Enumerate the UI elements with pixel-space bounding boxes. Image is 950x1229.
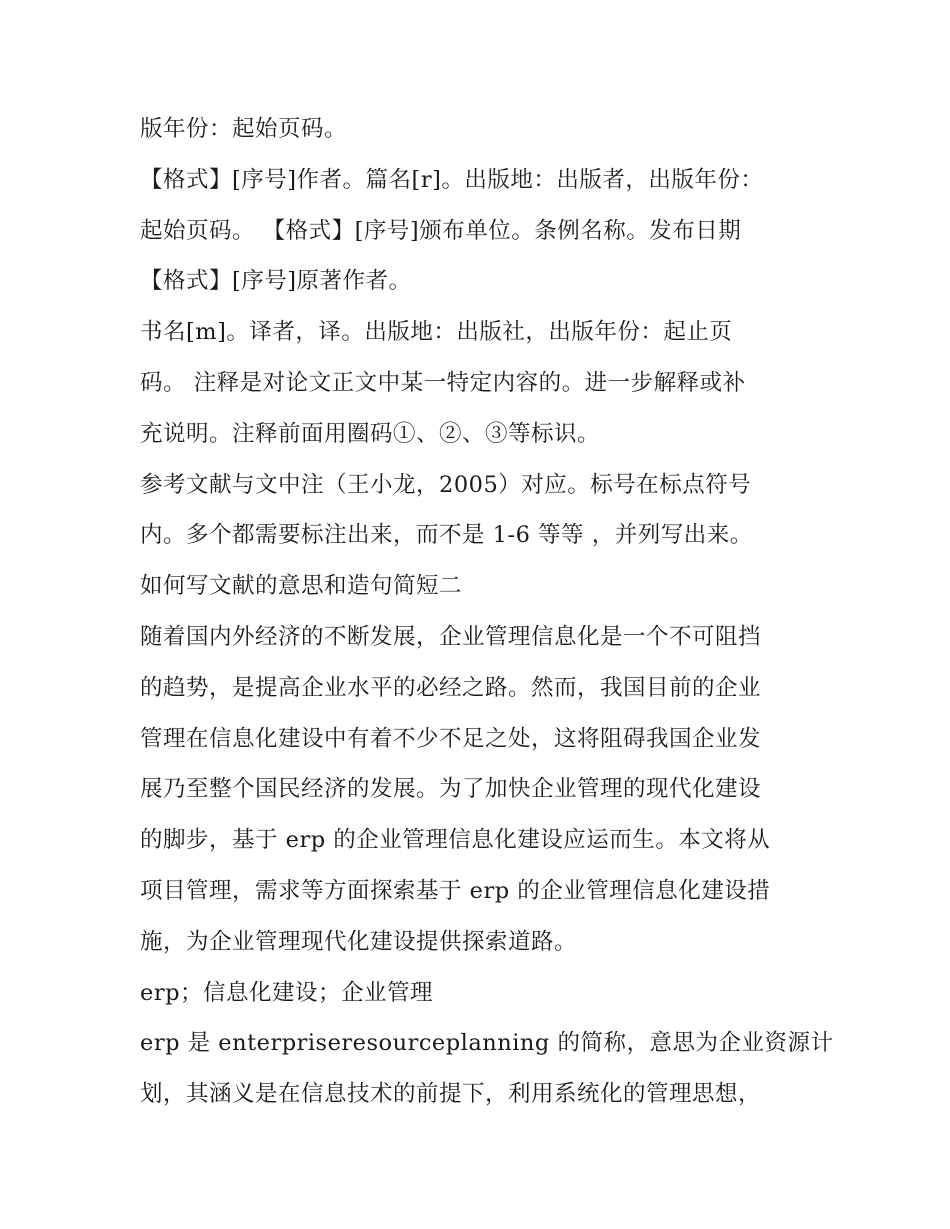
text-line: erp 是 enterpriseresourceplanning 的简称，意思为企业资源计	[140, 1030, 834, 1057]
text-line: 的趋势，是提高企业水平的必经之路。然而，我国目前的企业	[140, 674, 762, 701]
section-heading: 如何写文献的意思和造句简短二	[140, 573, 463, 600]
text-line: 项目管理，需求等方面探索基于 erp 的企业管理信息化建设措	[140, 877, 771, 904]
text-line: 版年份：起始页码。	[140, 116, 348, 142]
text-line: 书名[m]。译者，译。出版地：出版社，出版年份：起止页	[140, 319, 733, 346]
text-line: 参考文献与文中注（王小龙，2005）对应。标号在标点符号	[140, 471, 752, 498]
text-line: 【格式】[序号]作者。篇名[r]。出版地：出版者，出版年份：	[140, 166, 764, 193]
text-line: 划，其涵义是在信息技术的前提下，利用系统化的管理思想，	[140, 1081, 762, 1108]
text-line: 管理在信息化建设中有着不少不足之处，这将阻碍我国企业发	[140, 725, 762, 752]
text-line: 施，为企业管理现代化建设提供探索道路。	[140, 928, 578, 955]
text-line: 的脚步，基于 erp 的企业管理信息化建设应运而生。本文将从	[140, 827, 771, 854]
text-line: 展乃至整个国民经济的发展。为了加快企业管理的现代化建设	[140, 776, 762, 803]
document-body	[140, 110, 834, 1126]
text-line: 起始页码。 【格式】[序号]颁布单位。条例名称。发布日期	[140, 217, 742, 244]
text-line: 充说明。注释前面用圈码①、②、③等标识。	[140, 420, 601, 447]
keywords-line: erp；信息化建设；企业管理	[140, 979, 433, 1006]
text-line: 【格式】[序号]原著作者。	[140, 268, 412, 295]
text-line: 码。 注释是对论文正文中某一特定内容的。进一步解释或补	[140, 369, 746, 396]
text-line: 内。多个都需要标注出来，而不是 1-6 等等 ，并列写出来。	[140, 522, 753, 549]
text-line: 随着国内外经济的不断发展，企业管理信息化是一个不可阻挡	[140, 623, 762, 650]
